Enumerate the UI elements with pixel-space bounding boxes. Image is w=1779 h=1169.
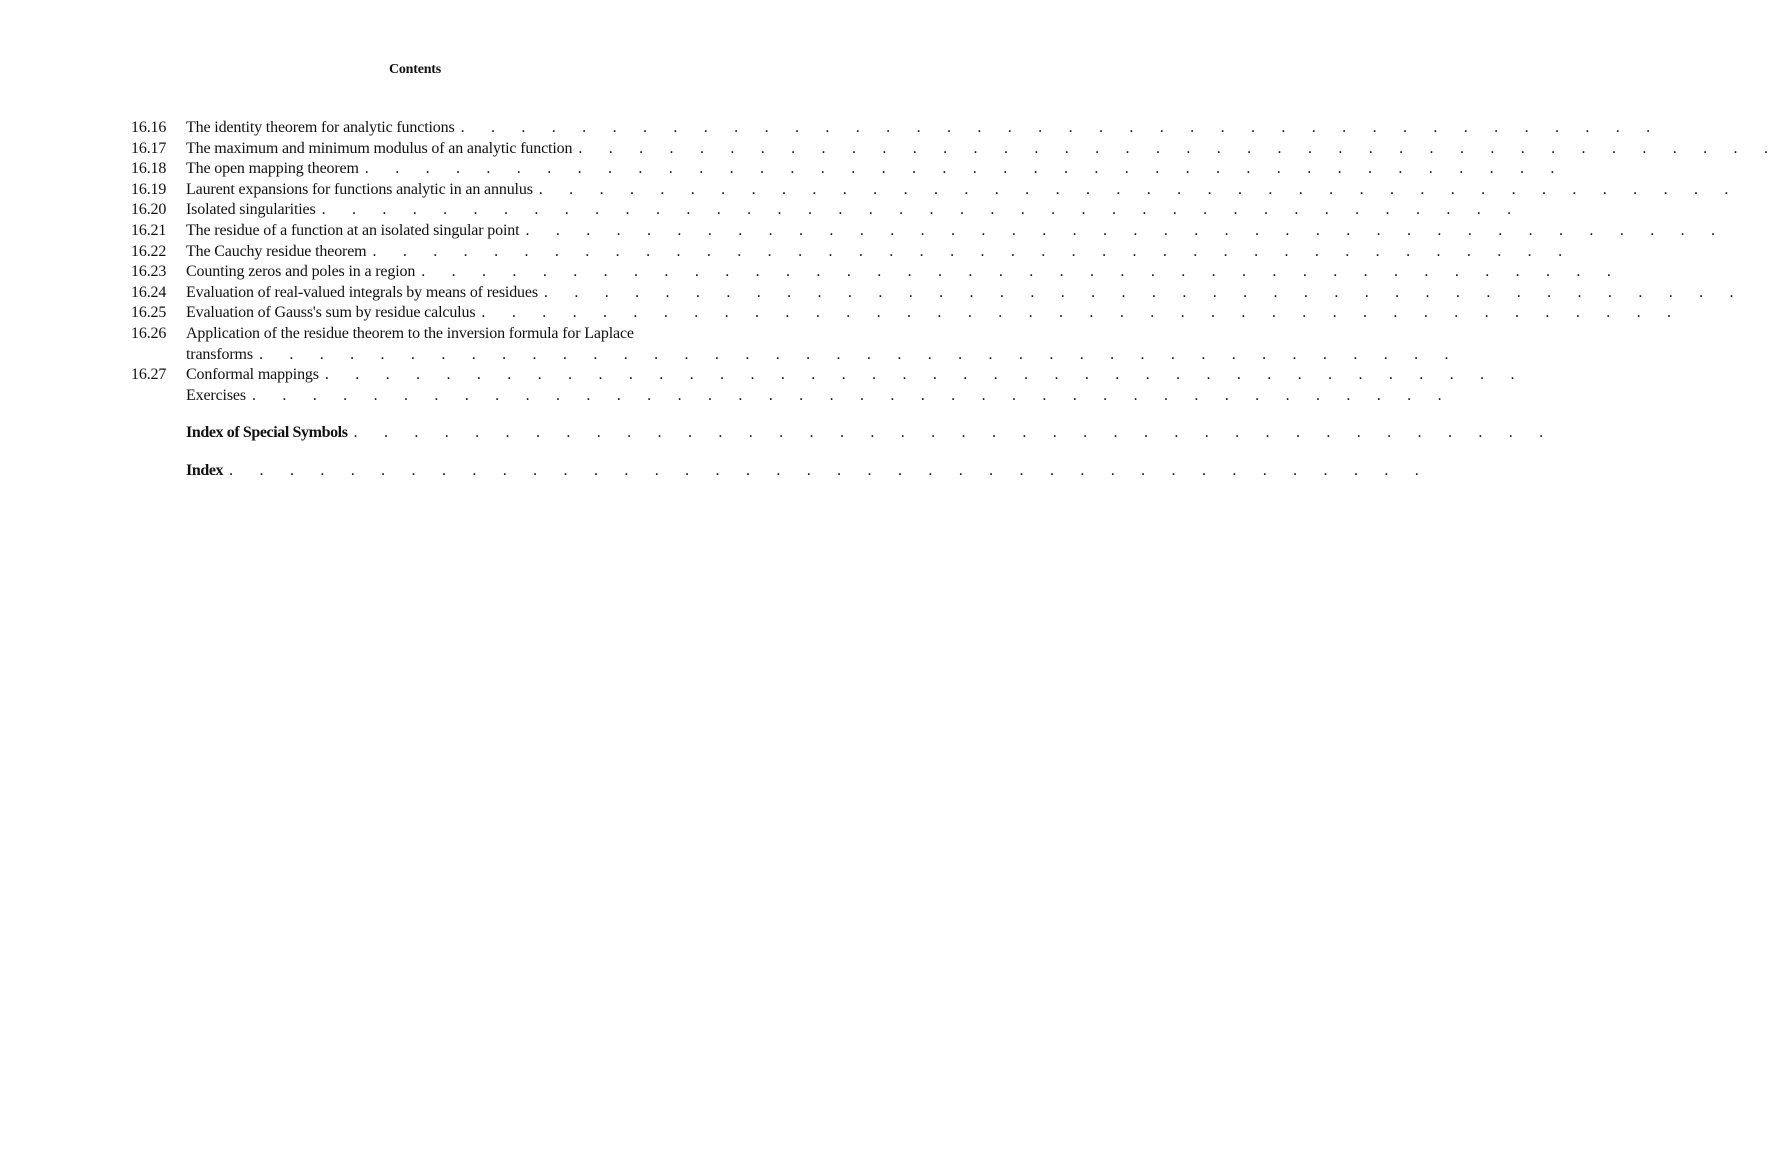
section-title: Counting zeros and poles in a region [186, 263, 416, 281]
section-number: 16.16 [131, 119, 167, 136]
toc-entry-16-21 [131, 221, 1727, 242]
section-number: 16.17 [131, 139, 167, 157]
section-title: Isolated singularities [186, 201, 316, 219]
dot-leader: . . . . . . . . . . . . . . . . . . . . . . . . . . . . . . . . . . . . . . . . [543, 283, 1745, 301]
toc-entry-index-of-special-symbols [131, 423, 1555, 444]
back-matter-title: Index of Special Symbols [186, 424, 348, 442]
section-number: 16.25 [131, 304, 167, 322]
toc-entry-16-27 [131, 365, 1526, 386]
dot-leader: . . . . . . . . . . . . . . . . . . . . . . . . . . . . . . . . . . . . . . . . [538, 180, 1740, 198]
toc-entry-index [131, 461, 1430, 482]
toc-entry-16-22 [131, 242, 1574, 263]
dot-leader: . . . . . . . . . . . . . . . . . . . . . . . . . . . . . . . . . . . . . . . . [372, 242, 1574, 260]
dot-leader: . . . . . . . . . . . . . . . . . . . . . . . . . . . . . . . . . . . . . . . . [251, 386, 1453, 404]
section-title: Evaluation of Gauss's sum by residue calculus [186, 304, 476, 322]
dot-leader: . . . . . . . . . . . . . . . . . . . . . . . . . . . . . . . . . . . . . . . . [324, 366, 1526, 384]
dot-leader: . . . . . . . . . . . . . . . . . . . . . . . . . . . . . . . . . . . . . . . . [321, 201, 1523, 219]
toc-entry-exercises [131, 386, 1453, 407]
section-title-line-2: transforms [186, 345, 253, 363]
section-title: The residue of a function at an isolated singular point [186, 221, 520, 239]
section-title: The maximum and minimum modulus of an analytic function [186, 139, 573, 157]
toc-entry-16-17 [131, 139, 1779, 160]
section-number: 16.22 [131, 242, 167, 260]
page-title: Contents [388, 62, 442, 77]
section-title: The identity theorem for analytic functions [186, 119, 455, 136]
section-title: Conformal mappings [186, 366, 319, 384]
section-number: 16.19 [131, 180, 167, 198]
section-title: Laurent expansions for functions analytic in an annulus [186, 180, 533, 198]
dot-leader: . . . . . . . . . . . . . . . . . . . . . . . . . . . . . . . . . . . . . . . . [460, 119, 1662, 136]
dot-leader: . . . . . . . . . . . . . . . . . . . . . . . . . . . . . . . . . . . . . . . . [353, 424, 1555, 442]
dot-leader: . . . . . . . . . . . . . . . . . . . . . . . . . . . . . . . . . . . . . . . . [481, 304, 1683, 322]
section-title: The open mapping theorem [186, 160, 359, 178]
dot-leader: . . . . . . . . . . . . . . . . . . . . . . . . . . . . . . . . . . . . . . . . [258, 345, 1460, 363]
section-title-line-1: Application of the residue theorem to the inversion formula for Laplace [186, 324, 634, 342]
toc-entry-16-18 [131, 159, 1566, 180]
toc-entry-16-19 [131, 180, 1740, 201]
section-title: Exercises [186, 386, 246, 404]
section-number: 16.23 [131, 263, 167, 281]
section-number: 16.20 [131, 201, 167, 219]
section-title: Evaluation of real-valued integrals by means of residues [186, 283, 538, 301]
dot-leader: . . . . . . . . . . . . . . . . . . . . . . . . . . . . . . . . . . . . . . . . [364, 160, 1566, 178]
section-title: The Cauchy residue theorem [186, 242, 367, 260]
section-number: 16.21 [131, 221, 167, 239]
dot-leader: . . . . . . . . . . . . . . . . . . . . . . . . . . . . . . . . . . . . . . . . [525, 221, 1727, 239]
dot-leader: . . . . . . . . . . . . . . . . . . . . . . . . . . . . . . . . . . . . . . . . [578, 139, 1779, 157]
toc-entry-16-23 [131, 262, 1623, 283]
dot-leader: . . . . . . . . . . . . . . . . . . . . . . . . . . . . . . . . . . . . . . . . [421, 263, 1623, 281]
toc-entry-16-24 [131, 283, 1745, 304]
toc-entry-16-26 [131, 324, 1460, 365]
section-number: 16.24 [131, 283, 167, 301]
section-number: 16.26 [131, 324, 167, 342]
table-of-contents [131, 118, 1779, 482]
toc-entry-16-16 [131, 118, 1662, 139]
toc-entry-16-25 [131, 303, 1683, 324]
back-matter-title: Index [186, 461, 224, 479]
section-number: 16.27 [131, 366, 167, 384]
section-number: 16.18 [131, 160, 167, 178]
dot-leader: . . . . . . . . . . . . . . . . . . . . . . . . . . . . . . . . . . . . . . . . [229, 461, 1430, 479]
toc-entry-16-20 [131, 200, 1523, 221]
